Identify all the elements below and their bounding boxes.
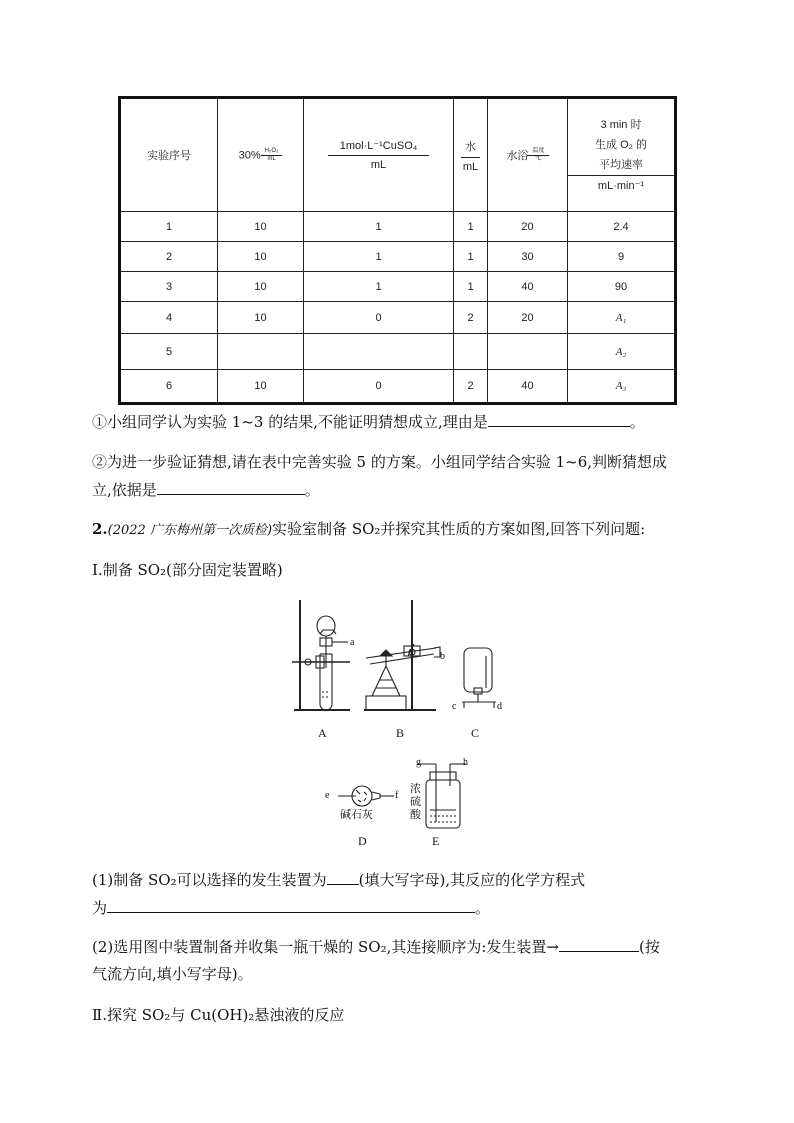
cell-water: 1 xyxy=(454,272,488,302)
cell-h2o2 xyxy=(218,334,304,370)
cell-bath: 20 xyxy=(488,302,568,334)
port-h: h xyxy=(463,757,468,768)
cell-seq: 2 xyxy=(120,242,218,272)
rate-line-2: 生成 O₂ 的 xyxy=(595,138,647,151)
cell-h2o2: 10 xyxy=(218,272,304,302)
table-row xyxy=(120,212,676,242)
cell-cuso4: 1 xyxy=(304,272,454,302)
sub-question-2-line-1 xyxy=(92,935,660,959)
header-water xyxy=(454,98,488,212)
cell-water: 2 xyxy=(454,302,488,334)
cell-water: 1 xyxy=(454,242,488,272)
rate-line-4: mL·min⁻¹ xyxy=(568,175,674,196)
part-2-title: Ⅱ.探究 SO₂与 Cu(OH)₂悬浊液的反应 xyxy=(92,1006,345,1024)
table-row xyxy=(120,334,676,370)
label-e: E xyxy=(432,834,440,848)
water-den: mL xyxy=(461,157,480,173)
bath-den: ℃ xyxy=(528,155,548,163)
problem-2-header xyxy=(92,517,645,543)
acid-label-3: 酸 xyxy=(410,809,421,821)
problem-2-source: (2022 广东梅州第一次质检) xyxy=(107,523,273,538)
experiment-table xyxy=(118,96,677,405)
cell-water: 1 xyxy=(454,212,488,242)
sub-question-2-line-2: 气流方向,填小写字母)。 xyxy=(92,965,253,983)
question-1 xyxy=(92,410,645,434)
cell-seq: 1 xyxy=(120,212,218,242)
port-d: d xyxy=(497,701,502,712)
table-row xyxy=(120,242,676,272)
cell-cuso4: 1 xyxy=(304,212,454,242)
question-2-line-2 xyxy=(92,478,320,502)
port-a: a xyxy=(350,637,355,648)
cell-seq: 4 xyxy=(120,302,218,334)
bath-num: 温度 xyxy=(532,148,545,155)
rate-unit-wrap xyxy=(568,175,674,196)
cell-bath: 30 xyxy=(488,242,568,272)
sub1-text: (1)制备 SO₂可以选择的发生装置为 xyxy=(92,871,327,889)
cell-h2o2: 10 xyxy=(218,302,304,334)
cell-h2o2: 10 xyxy=(218,212,304,242)
cuso4-num: 1mol·L⁻¹CuSO₄ xyxy=(339,140,418,152)
label-a: A xyxy=(318,726,327,740)
cell-cuso4: 1 xyxy=(304,242,454,272)
h2o2-num: H₂O₂ xyxy=(264,147,279,154)
cell-seq: 5 xyxy=(120,334,218,370)
table-row xyxy=(120,302,676,334)
sub2-order-blank[interactable] xyxy=(559,935,639,952)
h2o2-prefix: 30% xyxy=(238,148,261,161)
apparatus-d xyxy=(338,786,394,806)
cell-bath: 40 xyxy=(488,272,568,302)
h2o2-fraction xyxy=(261,148,283,163)
port-f: f xyxy=(395,790,399,801)
q2-text: 立,依据是 xyxy=(92,481,157,499)
q1-end: 。 xyxy=(629,413,645,431)
question-2-line-1: ②为进一步验证猜想,请在表中完善实验 5 的方案。小组同学结合实验 1~6,判断猜想成 xyxy=(92,453,668,471)
table-row xyxy=(120,370,676,404)
cell-h2o2: 10 xyxy=(218,370,304,404)
apparatus-b xyxy=(364,600,440,710)
sub2-text: (2)选用图中装置制备并收集一瓶干燥的 SO₂,其连接顺序为:发生装置→ xyxy=(92,938,559,956)
port-g: g xyxy=(416,757,421,768)
water-fraction xyxy=(461,138,480,173)
cell-bath: 40 xyxy=(488,370,568,404)
header-rate xyxy=(568,98,676,212)
label-b: B xyxy=(396,726,405,740)
sub1-end: 。 xyxy=(475,899,491,917)
sub-question-1-line-1 xyxy=(92,868,585,892)
label-d: D xyxy=(358,834,367,848)
problem-2-text: 实验室制备 SO₂并探究其性质的方案如图,回答下列问题: xyxy=(272,520,646,538)
cell-bath: 20 xyxy=(488,212,568,242)
port-b: b xyxy=(440,651,445,662)
apparatus-a xyxy=(292,600,350,710)
h2o2-den: mL xyxy=(261,155,283,163)
cell-rate: 2.4 xyxy=(568,212,676,242)
bath-prefix: 水浴 xyxy=(506,149,529,162)
cell-rate: A₁ xyxy=(568,302,676,334)
apparatus-e xyxy=(418,764,466,828)
cell-rate: 90 xyxy=(568,272,676,302)
cell-seq: 3 xyxy=(120,272,218,302)
sub-question-1-line-2 xyxy=(92,896,490,920)
cell-rate: 9 xyxy=(568,242,676,272)
bath-fraction xyxy=(528,148,548,163)
sub1-equation-blank[interactable] xyxy=(107,896,475,913)
port-c: c xyxy=(452,701,457,712)
part-1-title: Ⅰ.制备 SO₂(部分固定装置略) xyxy=(92,561,283,579)
apparatus-c xyxy=(462,648,496,708)
label-c: C xyxy=(471,726,480,740)
sub1-text-b: (填大写字母),其反应的化学方程式 xyxy=(358,871,586,889)
q2-answer-blank[interactable] xyxy=(157,478,305,495)
acid-label-2: 硫 xyxy=(410,796,421,808)
cell-water xyxy=(454,334,488,370)
q1-answer-blank[interactable] xyxy=(488,410,630,427)
table-row xyxy=(120,272,676,302)
table-header-row xyxy=(120,98,676,212)
cell-cuso4: 0 xyxy=(304,302,454,334)
header-bath xyxy=(488,98,568,212)
cell-rate: A₃ xyxy=(568,370,676,404)
sub1-line2: 为 xyxy=(92,899,108,917)
cell-bath xyxy=(488,334,568,370)
cell-water: 2 xyxy=(454,370,488,404)
rate-line-3: 平均速率 xyxy=(599,158,643,171)
header-cuso4 xyxy=(304,98,454,212)
soda-lime-label: 碱石灰 xyxy=(340,809,373,821)
cell-cuso4: 0 xyxy=(304,370,454,404)
water-num: 水 xyxy=(465,140,476,153)
cell-h2o2: 10 xyxy=(218,242,304,272)
sub1-letter-blank[interactable] xyxy=(327,868,359,885)
cell-cuso4 xyxy=(304,334,454,370)
header-seq: 实验序号 xyxy=(120,98,218,212)
cell-rate: A₂ xyxy=(568,334,676,370)
sub2-text-b: (按 xyxy=(639,938,660,956)
port-e: e xyxy=(325,790,330,801)
problem-2-number: 2. xyxy=(92,520,108,538)
q2-end: 。 xyxy=(304,481,320,499)
rate-line-1: 3 min 时 xyxy=(600,118,642,131)
cuso4-fraction xyxy=(328,139,430,171)
cuso4-den: mL xyxy=(328,155,430,171)
header-h2o2 xyxy=(218,98,304,212)
cell-seq: 6 xyxy=(120,370,218,404)
acid-label-1: 浓 xyxy=(410,783,421,795)
q1-text: ①小组同学认为实验 1~3 的结果,不能证明猜想成立,理由是 xyxy=(92,413,488,431)
